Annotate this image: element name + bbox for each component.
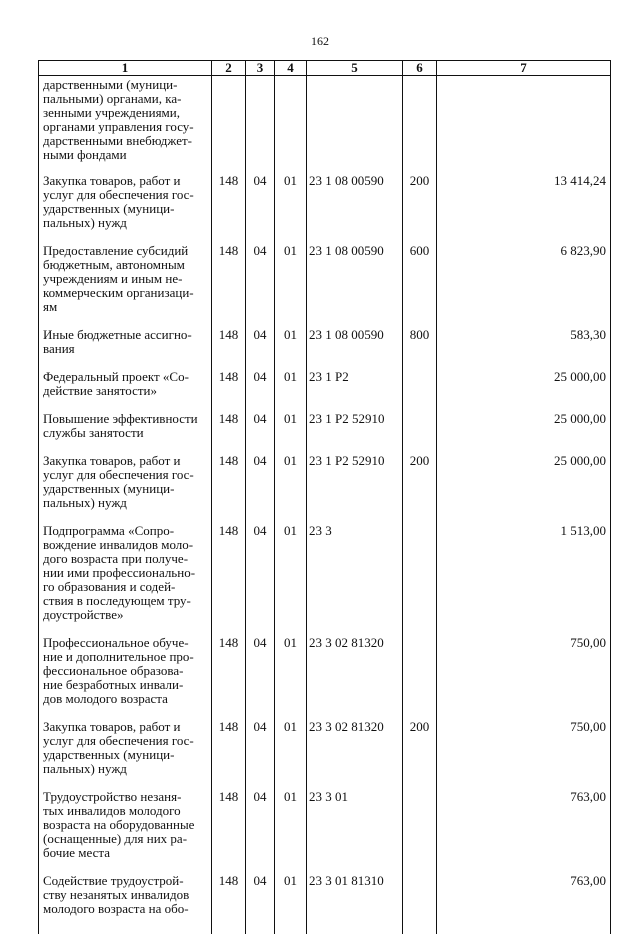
table-row — [39, 412, 611, 454]
cell-name: Предоставление субсидий бюджетным, автономным учреждениям и иным не- коммерческим организаци- ям — [39, 244, 212, 328]
cell-expense-type — [403, 524, 437, 636]
cell-expense-type: 200 — [403, 454, 437, 524]
cell-amount: 13 414,24 — [437, 174, 611, 244]
table-row — [39, 328, 611, 370]
cell-subsection-code: 01 — [275, 454, 307, 524]
cell-amount — [437, 76, 611, 175]
cell-target-article: 23 1 P2 52910 — [307, 412, 403, 454]
cell-name: Профессиональное обуче- ние и дополнительное про- фессиональное образова- ние безработных инвали- дов молодого возраста — [39, 636, 212, 720]
column-header: 3 — [246, 61, 275, 76]
cell-subsection-code: 01 — [275, 636, 307, 720]
cell-section-code: 04 — [246, 790, 275, 874]
cell-expense-type: 200 — [403, 720, 437, 790]
cell-subsection-code: 01 — [275, 524, 307, 636]
cell-subsection-code: 01 — [275, 874, 307, 934]
cell-department-code: 148 — [212, 720, 246, 790]
cell-expense-type — [403, 874, 437, 934]
cell-expense-type — [403, 76, 437, 175]
table-body — [39, 76, 611, 934]
cell-amount: 1 513,00 — [437, 524, 611, 636]
cell-section-code: 04 — [246, 874, 275, 934]
cell-department-code — [212, 76, 246, 175]
cell-expense-type — [403, 790, 437, 874]
cell-section-code: 04 — [246, 412, 275, 454]
table-row — [39, 874, 611, 934]
cell-section-code: 04 — [246, 454, 275, 524]
cell-section-code: 04 — [246, 636, 275, 720]
cell-amount: 763,00 — [437, 874, 611, 934]
cell-target-article: 23 1 P2 — [307, 370, 403, 412]
cell-name: Трудоустройство незаня- тых инвалидов молодого возраста на оборудованные (оснащенные) для них ра- бочие места — [39, 790, 212, 874]
cell-section-code — [246, 76, 275, 175]
page-number: 162 — [0, 34, 640, 49]
cell-department-code: 148 — [212, 412, 246, 454]
cell-section-code: 04 — [246, 244, 275, 328]
cell-target-article: 23 1 08 00590 — [307, 244, 403, 328]
cell-name: Федеральный проект «Со- действие занятости» — [39, 370, 212, 412]
cell-target-article: 23 1 08 00590 — [307, 328, 403, 370]
cell-target-article: 23 3 01 — [307, 790, 403, 874]
cell-amount: 25 000,00 — [437, 412, 611, 454]
cell-target-article: 23 1 08 00590 — [307, 174, 403, 244]
cell-section-code: 04 — [246, 328, 275, 370]
cell-section-code: 04 — [246, 174, 275, 244]
cell-department-code: 148 — [212, 636, 246, 720]
cell-department-code: 148 — [212, 790, 246, 874]
cell-subsection-code: 01 — [275, 174, 307, 244]
cell-expense-type: 600 — [403, 244, 437, 328]
cell-amount: 750,00 — [437, 720, 611, 790]
cell-subsection-code: 01 — [275, 412, 307, 454]
cell-name: Закупка товаров, работ и услуг для обеспечения гос- ударственных (муници- пальных) нужд — [39, 454, 212, 524]
table-row — [39, 370, 611, 412]
cell-amount: 25 000,00 — [437, 370, 611, 412]
cell-expense-type: 200 — [403, 174, 437, 244]
cell-subsection-code: 01 — [275, 244, 307, 328]
cell-department-code: 148 — [212, 328, 246, 370]
cell-department-code: 148 — [212, 370, 246, 412]
cell-name: Повышение эффективности службы занятости — [39, 412, 212, 454]
cell-target-article — [307, 76, 403, 175]
table-row — [39, 244, 611, 328]
table-header-row — [39, 61, 611, 76]
cell-name: Подпрограмма «Сопро- вождение инвалидов моло- дого возраста при получе- нии ими профессионально- го образования и содей- ствия в последующем тру- доустройстве» — [39, 524, 212, 636]
cell-department-code: 148 — [212, 524, 246, 636]
table-row — [39, 524, 611, 636]
cell-name: Закупка товаров, работ и услуг для обеспечения гос- ударственных (муници- пальных) нужд — [39, 174, 212, 244]
table-row — [39, 454, 611, 524]
cell-expense-type — [403, 370, 437, 412]
cell-target-article: 23 3 02 81320 — [307, 636, 403, 720]
cell-target-article: 23 3 02 81320 — [307, 720, 403, 790]
cell-subsection-code: 01 — [275, 328, 307, 370]
cell-expense-type — [403, 636, 437, 720]
cell-subsection-code: 01 — [275, 720, 307, 790]
cell-subsection-code: 01 — [275, 370, 307, 412]
cell-expense-type: 800 — [403, 328, 437, 370]
cell-amount: 750,00 — [437, 636, 611, 720]
table-row — [39, 636, 611, 720]
cell-amount: 25 000,00 — [437, 454, 611, 524]
cell-amount: 6 823,90 — [437, 244, 611, 328]
cell-amount: 583,30 — [437, 328, 611, 370]
cell-subsection-code: 01 — [275, 790, 307, 874]
column-header: 1 — [39, 61, 212, 76]
cell-name: Содействие трудоустрой- ству незанятых инвалидов молодого возраста на обо- — [39, 874, 212, 934]
table-row — [39, 720, 611, 790]
column-header: 5 — [307, 61, 403, 76]
cell-department-code: 148 — [212, 244, 246, 328]
cell-target-article: 23 3 — [307, 524, 403, 636]
cell-section-code: 04 — [246, 370, 275, 412]
cell-subsection-code — [275, 76, 307, 175]
cell-section-code: 04 — [246, 524, 275, 636]
cell-amount: 763,00 — [437, 790, 611, 874]
cell-name: Закупка товаров, работ и услуг для обеспечения гос- ударственных (муници- пальных) нужд — [39, 720, 212, 790]
cell-target-article: 23 1 P2 52910 — [307, 454, 403, 524]
column-header: 4 — [275, 61, 307, 76]
cell-name: Иные бюджетные ассигно- вания — [39, 328, 212, 370]
column-header: 7 — [437, 61, 611, 76]
table-row — [39, 76, 611, 175]
cell-department-code: 148 — [212, 454, 246, 524]
cell-target-article: 23 3 01 81310 — [307, 874, 403, 934]
cell-department-code: 148 — [212, 174, 246, 244]
column-header: 6 — [403, 61, 437, 76]
cell-name: дарственными (муници- пальными) органами, ка- зенными учреждениями, органами управления госу- дарственными внебюджет- ными фондами — [39, 76, 212, 175]
table-row — [39, 790, 611, 874]
budget-table — [38, 60, 611, 934]
cell-department-code: 148 — [212, 874, 246, 934]
table-row — [39, 174, 611, 244]
cell-section-code: 04 — [246, 720, 275, 790]
cell-expense-type — [403, 412, 437, 454]
column-header: 2 — [212, 61, 246, 76]
